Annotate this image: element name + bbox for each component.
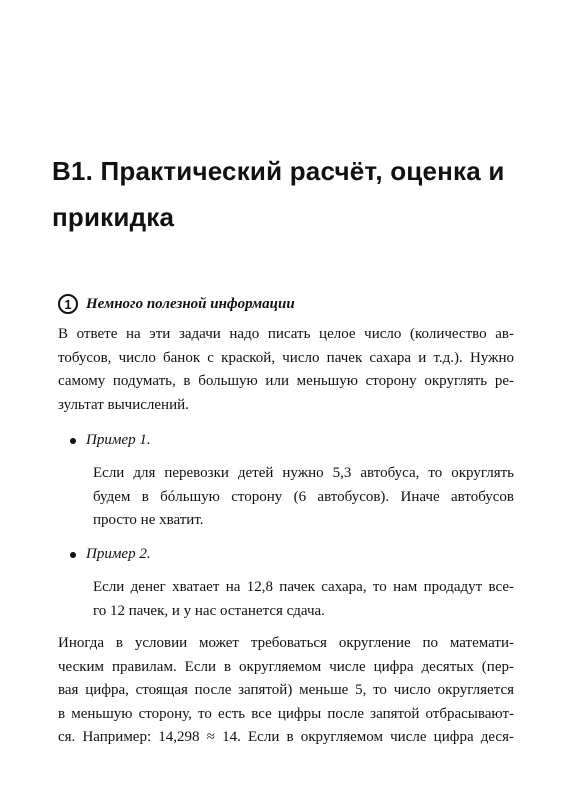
text-line: зультат вычислений.	[58, 396, 189, 413]
text-line: Если денег хватает на 12,8 пачек сахара, то нам продадут все-	[93, 579, 514, 595]
example-text	[93, 576, 514, 623]
text-line: В ответе на эти задачи надо писать целое число (количество ав-	[58, 326, 514, 342]
example-label: Пример 1.	[86, 432, 151, 448]
section-title: Немного полезной информации	[86, 295, 295, 312]
text-line: будем в бóльшую сторону (6 автобусов). Иначе автобусов	[93, 488, 514, 505]
text-line: тобусов, число банок с краской, число пачек сахара и т.д.). Нужно	[58, 349, 514, 366]
title-line: B1. Практический расчёт, оценка и	[52, 156, 505, 186]
section-heading	[58, 294, 295, 314]
example-heading	[70, 432, 151, 449]
page-title	[52, 148, 522, 240]
example-text	[93, 462, 514, 533]
text-line: Иногда в условии может требоваться округление по математи-	[58, 635, 514, 651]
example-heading	[70, 546, 151, 563]
text-line: самому подумать, в большую или меньшую сторону округлять ре-	[58, 373, 514, 389]
text-line: в меньшую сторону, то есть все цифры после запятой отбрасывают-	[58, 705, 514, 722]
bullet-icon	[70, 552, 76, 558]
text-line: ческим правилам. Если в округляемом числе цифра десятых (пер-	[58, 658, 514, 675]
bullet-icon	[70, 438, 76, 444]
text-line: просто не хватит.	[93, 512, 204, 528]
rounding-paragraph	[58, 632, 514, 750]
text-line: го 12 пачек, и у нас останется сдача.	[93, 602, 325, 619]
text-line: ся. Например: 14,298 ≈ 14. Если в округляемом числе цифра деся-	[58, 729, 514, 745]
text-line: Если для перевозки детей нужно 5,3 автобуса, то округлять	[93, 465, 514, 481]
title-line: прикидка	[52, 202, 175, 232]
intro-paragraph	[58, 323, 514, 417]
text-line: вая цифра, стоящая после запятой) меньше 5, то число округляется	[58, 682, 514, 698]
example-label: Пример 2.	[86, 546, 151, 562]
circled-number-icon: 1	[58, 294, 78, 314]
